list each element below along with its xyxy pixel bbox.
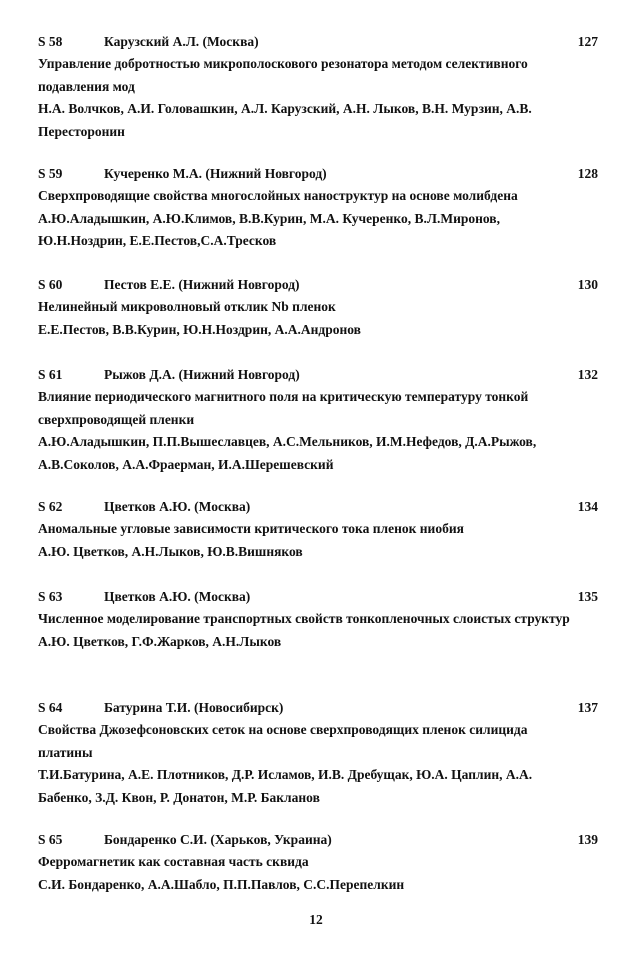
entry-title: Свойства Джозефсоновских сеток на основе сверхпроводящих пленок силицида платины bbox=[38, 722, 528, 760]
entry-header bbox=[38, 496, 598, 518]
page-number-footer: 12 bbox=[309, 912, 323, 927]
entry-authors: А.Ю. Цветков, Г.Ф.Жарков, А.Н.Лыков bbox=[38, 633, 282, 649]
entry-speaker: Пестов Е.Е. (Нижний Новгород) bbox=[104, 277, 300, 292]
entry-code: S 59 bbox=[38, 166, 63, 181]
entry-page-number: 134 bbox=[577, 499, 598, 514]
entry-s60 bbox=[38, 274, 598, 341]
entry-s65 bbox=[38, 829, 598, 896]
entry-authors: Е.Е.Пестов, В.В.Курин, Ю.Н.Ноздрин, А.А.Андронов bbox=[38, 321, 361, 337]
entry-authors: А.Ю. Цветков, А.Н.Лыков, Ю.В.Вишняков bbox=[38, 543, 303, 559]
entry-authors: А.Ю.Аладышкин, А.Ю.Климов, В.В.Курин, М.А. Кучеренко, В.Л.Миронов, Ю.Н.Ноздрин, Е.Е.Пестов,С.А.Тресков bbox=[38, 210, 500, 248]
entry-code: S 63 bbox=[38, 589, 63, 604]
entry-page-number: 132 bbox=[577, 367, 598, 382]
entry-speaker: Цветков А.Ю. (Москва) bbox=[104, 589, 251, 604]
entry-header bbox=[38, 163, 598, 185]
entry-page-number: 135 bbox=[577, 589, 598, 604]
entry-speaker: Бондаренко С.И. (Харьков, Украина) bbox=[104, 832, 332, 847]
entry-title: Ферромагнетик как составная часть сквида bbox=[38, 854, 309, 869]
entry-code: S 62 bbox=[38, 499, 63, 514]
entry-speaker: Цветков А.Ю. (Москва) bbox=[104, 499, 251, 514]
entry-code: S 61 bbox=[38, 367, 63, 382]
entry-header bbox=[38, 364, 598, 386]
entry-title: Нелинейный микроволновый отклик Nb пленок bbox=[38, 299, 336, 314]
entry-speaker: Кучеренко М.А. (Нижний Новгород) bbox=[104, 166, 327, 181]
entry-header bbox=[38, 829, 598, 851]
entry-title: Управление добротностью микрополоскового резонатора методом селективного подавления мод bbox=[38, 56, 528, 94]
entry-s58 bbox=[38, 31, 598, 143]
entry-header bbox=[38, 274, 598, 296]
entry-header bbox=[38, 586, 598, 608]
entry-s63 bbox=[38, 586, 598, 653]
entry-title: Сверхпроводящие свойства многослойных наноструктур на основе молибдена bbox=[38, 188, 518, 203]
entry-authors: А.Ю.Аладышкин, П.П.Вышеславцев, А.С.Мельников, И.М.Нефедов, Д.А.Рыжов, А.В.Соколов, А.А.Фраерман, И.А.Шерешевский bbox=[38, 434, 537, 472]
entry-s64 bbox=[38, 697, 598, 809]
entry-header bbox=[38, 31, 598, 53]
entry-header bbox=[38, 697, 598, 719]
entry-s61 bbox=[38, 364, 598, 476]
entry-speaker: Рыжов Д.А. (Нижний Новгород) bbox=[104, 367, 300, 382]
entry-speaker: Батурина Т.И. (Новосибирск) bbox=[104, 700, 284, 715]
entry-page-number: 130 bbox=[577, 277, 598, 292]
entry-code: S 60 bbox=[38, 277, 63, 292]
entry-title: Аномальные угловые зависимости критического тока пленок ниобия bbox=[38, 521, 464, 536]
entry-code: S 65 bbox=[38, 832, 63, 847]
entry-speaker: Карузский А.Л. (Москва) bbox=[104, 34, 259, 49]
entry-code: S 64 bbox=[38, 700, 63, 715]
entry-authors: С.И. Бондаренко, А.А.Шабло, П.П.Павлов, С.С.Перепелкин bbox=[38, 876, 405, 892]
entry-s59 bbox=[38, 163, 598, 253]
entry-authors: Т.И.Батурина, А.Е. Плотников, Д.Р. Исламов, И.В. Дребущак, Ю.А. Цаплин, А.А. Бабенко, З.Д. Квон, Р. Донатон, М.Р. Бакланов bbox=[38, 767, 533, 805]
entry-authors: Н.А. Волчков, А.И. Головашкин, А.Л. Карузский, А.Н. Лыков, В.Н. Мурзин, А.В. Пересторонин bbox=[38, 101, 532, 139]
entry-code: S 58 bbox=[38, 34, 63, 49]
entry-title: Численное моделирование транспортных свойств тонкопленочных слоистых структур bbox=[38, 611, 570, 626]
entry-page-number: 137 bbox=[577, 700, 598, 715]
entry-page-number: 128 bbox=[577, 166, 598, 181]
entry-s62 bbox=[38, 496, 598, 563]
entry-title: Влияние периодического магнитного поля на критическую температуру тонкой сверхпроводящей пленки bbox=[38, 389, 529, 427]
entry-page-number: 127 bbox=[577, 34, 598, 49]
entry-page-number: 139 bbox=[577, 832, 598, 847]
